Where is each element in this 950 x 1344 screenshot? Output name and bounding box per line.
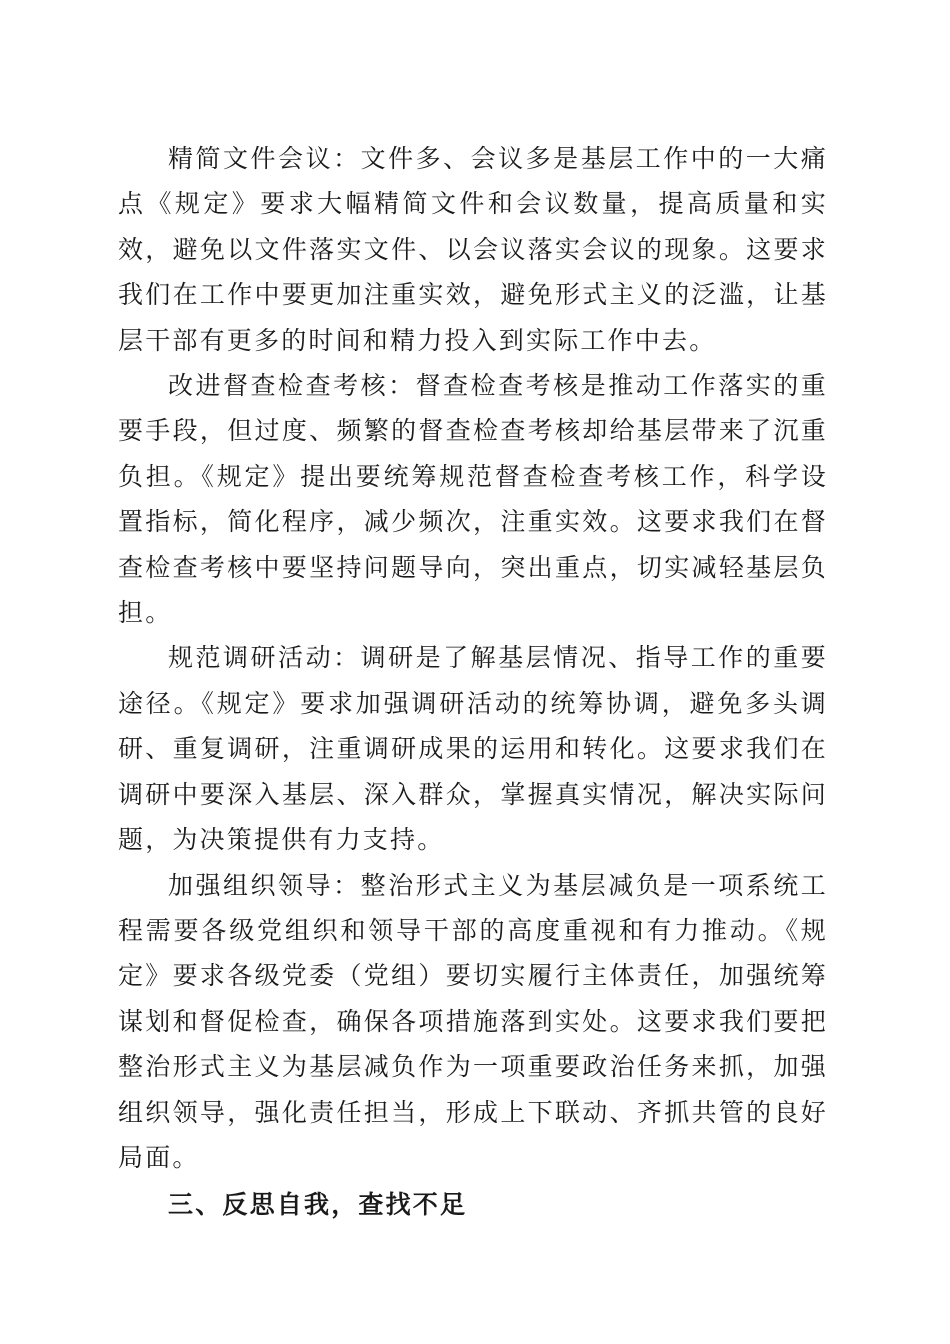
paragraph-strengthen-leadership: 加强组织领导：整治形式主义为基层减负是一项系统工程需要各级党组织和领导干部的高度重视和有力推动。《规定》要求各级党委（党组）要切实履行主体责任，加强统筹谋划和督促检查，确保各项措施落到实处。这要求我们要把整治形式主义为基层减负作为一项重要政治任务来抓，加强组织领导，强化责任担当，形成上下联动、齐抓共管的良好局面。 (118, 870, 828, 1172)
paragraph-improve-inspections: 改进督查检查考核：督查检查考核是推动工作落实的重要手段，但过度、频繁的督查检查考核却给基层带来了沉重负担。《规定》提出要统筹规范督查检查考核工作，科学设置指标，简化程序，减少频次，注重实效。这要求我们在督查检查考核中要坚持问题导向，突出重点，切实减轻基层负担。 (118, 371, 828, 628)
document-body (118, 136, 828, 1230)
paragraph-streamline-documents-meetings: 精简文件会议：文件多、会议多是基层工作中的一大痛点《规定》要求大幅精简文件和会议数量，提高质量和实效，避免以文件落实文件、以会议落实会议的现象。这要求我们在工作中要更加注重实效，避免形式主义的泛滥，让基层干部有更多的时间和精力投入到实际工作中去。 (118, 144, 828, 355)
section-heading: 三、反思自我，查找不足 (168, 1190, 468, 1220)
paragraph-standardize-research: 规范调研活动：调研是了解基层情况、指导工作的重要途径。《规定》要求加强调研活动的统筹协调，避免多头调研、重复调研，注重调研成果的运用和转化。这要求我们在调研中要深入基层、深入群众，掌握真实情况，解决实际问题，为决策提供有力支持。 (118, 643, 828, 855)
